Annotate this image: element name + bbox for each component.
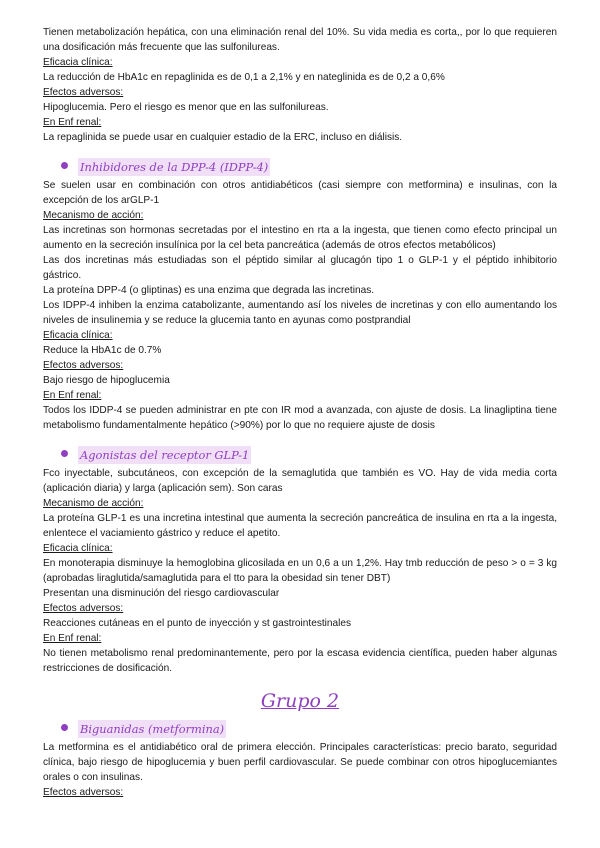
eficacia-text: Presentan una disminución del riesgo cardiovascular bbox=[43, 588, 280, 599]
eficacia-label: Eficacia clínica: bbox=[43, 57, 113, 68]
bullet-icon bbox=[61, 450, 68, 457]
mecanismo-text: Las dos incretinas más estudiadas son el péptido similar al glucagón tipo 1 o GLP-1 y el péptido inhibitorio gástrico. bbox=[43, 255, 557, 281]
eficacia-text: En monoterapia disminuye la hemoglobina glicosilada en un 0,6 a un 1,2%. Hay tmb reducción de peso > o = 3 kg (aprobadas liraglutida/samaglutida para el tto para la obesidad sin tener DBT) bbox=[43, 558, 557, 584]
idpp4-intro: Se suelen usar en combinación con otros antidiabéticos (casi siempre con metformina) e insulinas, con la excepción de los arGLP-1 bbox=[43, 180, 557, 206]
erc-label: En Enf renal: bbox=[43, 390, 102, 401]
efectos-text: Bajo riesgo de hipoglucemia bbox=[43, 375, 170, 386]
eficacia-text: La reducción de HbA1c en repaglinida es de 0,1 a 2,1% y en nateglinida es de 0,2 a 0,6% bbox=[43, 72, 445, 83]
efectos-label: Efectos adversos: bbox=[43, 603, 124, 614]
erc-label: En Enf renal: bbox=[43, 117, 102, 128]
group-title: Grupo 2 bbox=[260, 690, 340, 712]
eficacia-text: Reduce la HbA1c de 0.7% bbox=[43, 345, 162, 356]
bullet-icon bbox=[61, 724, 68, 731]
glp1-intro: Fco inyectable, subcutáneos, con excepción de la semaglutida que también es VO. Hay de vida media corta (aplicación diaria) y larga (aplicación sem). Son caras bbox=[43, 468, 557, 494]
mecanismo-text: La proteína DPP-4 (o gliptinas) es una enzima que degrada las incretinas. bbox=[43, 285, 375, 296]
eficacia-label: Eficacia clínica: bbox=[43, 543, 113, 554]
mecanismo-text: Los IDPP-4 inhiben la enzima catabolizante, aumentando así los niveles de incretinas y con ello aumentando los niveles de insulinemia y se reduce la glucemia tanto en ayunas como postprandial bbox=[43, 300, 557, 326]
meglitinidas-intro: Tienen metabolización hepática, con una eliminación renal del 10%. Su vida media es corta,, por lo que requieren una dosificación más frecuente que las sulfonilureas. bbox=[43, 27, 557, 53]
mecanismo-text: La proteína GLP-1 es una incretina intestinal que aumenta la secreción pancreática de insulina en rta a la ingesta, enlentece el vaciamiento gástrico y reduce el apetito. bbox=[43, 513, 557, 539]
eficacia-label: Eficacia clínica: bbox=[43, 330, 113, 341]
efectos-label: Efectos adversos: bbox=[43, 87, 124, 98]
erc-text: No tienen metabolismo renal predominantemente, pero por la escasa evidencia científica, pueden haber algunas restricciones de dosificación. bbox=[43, 648, 557, 674]
mecanismo-label: Mecanismo de acción: bbox=[43, 210, 144, 221]
efectos-text: Hipoglucemia. Pero el riesgo es menor que en las sulfonilureas. bbox=[43, 102, 329, 113]
erc-text: La repaglinida se puede usar en cualquier estadio de la ERC, incluso en diálisis. bbox=[43, 132, 403, 143]
document-page bbox=[43, 25, 557, 800]
biguanidas-intro: La metformina es el antidiabético oral de primera elección. Principales características: precio barato, seguridad clínica, bajo riesgo de hipoglucemia y buen perfil cardiovascular. Se puede combinar con otros hipoglucemiantes orales o con insulinas. bbox=[43, 742, 557, 783]
efectos-label: Efectos adversos: bbox=[43, 787, 124, 798]
section-heading-glp1 bbox=[43, 446, 557, 466]
section-title: Inhibidores de la DPP-4 (IDPP-4) bbox=[80, 160, 269, 174]
section-heading-idpp4 bbox=[43, 158, 557, 178]
mecanismo-label: Mecanismo de acción: bbox=[43, 498, 144, 509]
erc-text: Todos los IDDP-4 se pueden administrar en pte con IR mod a avanzada, con ajuste de dosis. La linagliptina tiene metabolismo fundamentalmente hepático (>90%) por lo que no requiere ajuste de dosis bbox=[43, 405, 557, 431]
section-heading-biguanidas bbox=[43, 720, 557, 740]
erc-label: En Enf renal: bbox=[43, 633, 102, 644]
section-title: Agonistas del receptor GLP-1 bbox=[80, 448, 250, 462]
bullet-icon bbox=[61, 162, 68, 169]
section-title: Biguanidas (metformina) bbox=[80, 722, 225, 736]
efectos-text: Reacciones cutáneas en el punto de inyección y st gastrointestinales bbox=[43, 618, 352, 629]
efectos-label: Efectos adversos: bbox=[43, 360, 124, 371]
mecanismo-text: Las incretinas son hormonas secretadas por el intestino en rta a la ingesta, que tienen como efecto principal un aumento en la secreción insulínica por la cel beta pancreática (además de otros efectos metabólicos) bbox=[43, 225, 557, 251]
